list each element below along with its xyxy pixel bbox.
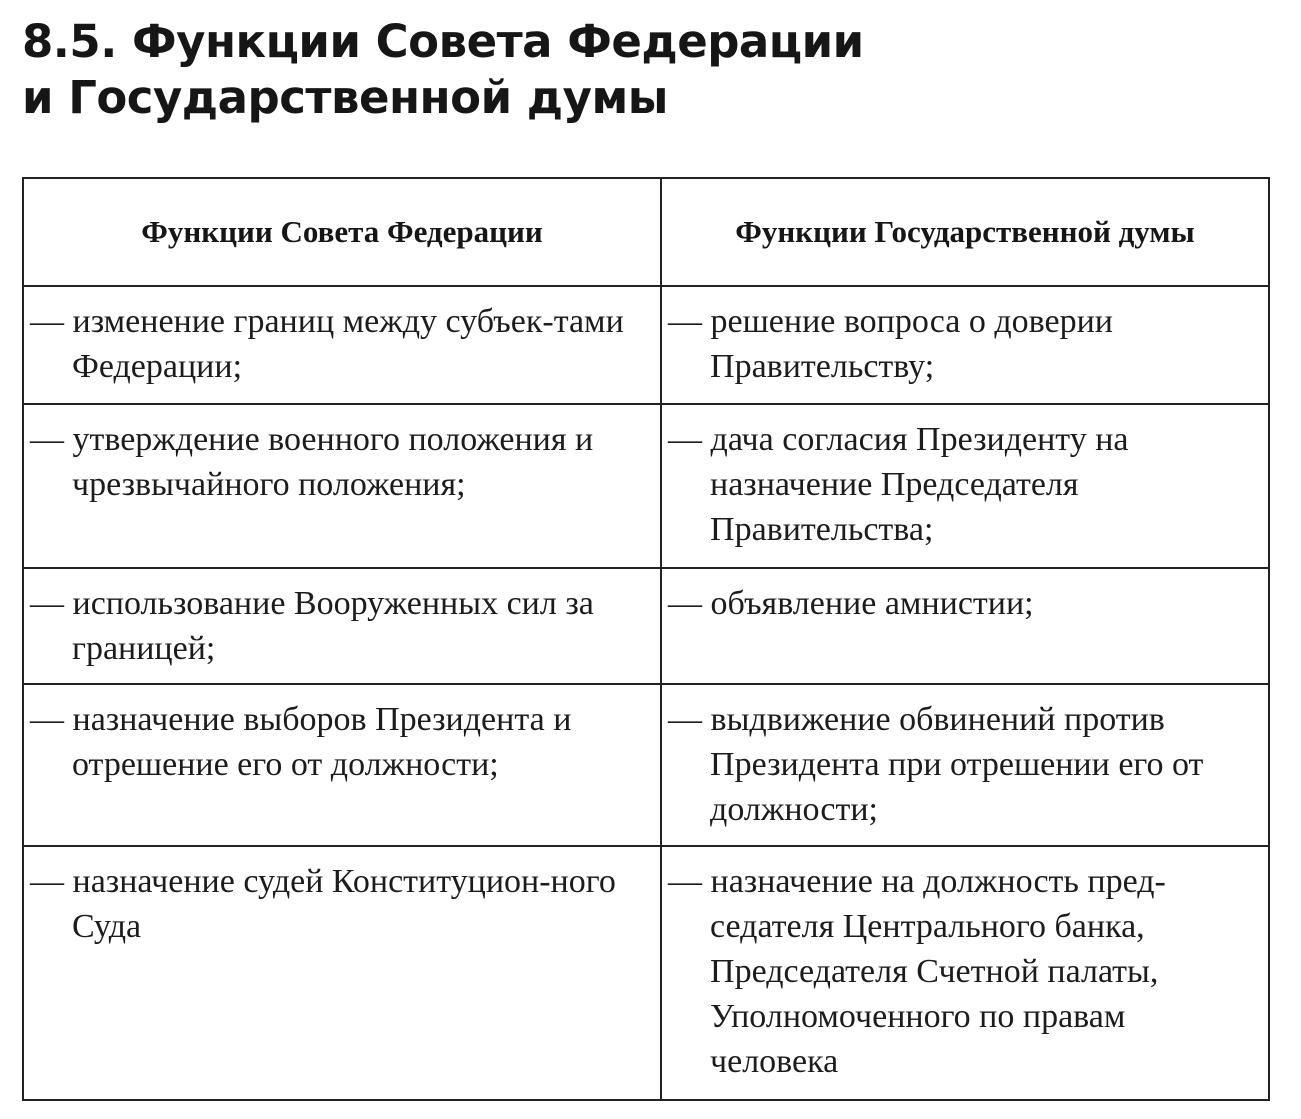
page-title-line-2: и Государственной думы: [22, 71, 668, 124]
federation-council-cell: [23, 568, 661, 684]
cell-text: — назначение выборов Президента и отрешение его от должности;: [30, 701, 572, 783]
cell-text: — назначение на должность пред-седателя Центрального банка, Председателя Счетной палаты, Уполномоченного по правам человека: [668, 863, 1166, 1080]
page-title-line-1: 8.5. Функции Совета Федерации: [22, 15, 864, 68]
federation-council-cell: [23, 846, 661, 1100]
federation-council-cell: [23, 404, 661, 568]
state-duma-cell: [661, 404, 1269, 568]
federation-council-cell: [23, 286, 661, 404]
functions-comparison-table: [22, 177, 1270, 1101]
header-state-duma: Функции Государственной думы: [661, 178, 1269, 286]
table-row: [23, 568, 1269, 684]
table-row: [23, 684, 1269, 846]
state-duma-cell: [661, 568, 1269, 684]
cell-text: — дача согласия Президенту на назначение Председателя Правительства;: [668, 421, 1129, 548]
cell-text: — назначение судей Конституцион-ного Суда: [30, 863, 616, 945]
table-header-row: [23, 178, 1269, 286]
header-federation-council: Функции Совета Федерации: [23, 178, 661, 286]
state-duma-cell: [661, 846, 1269, 1100]
table-row: [23, 286, 1269, 404]
state-duma-cell: [661, 684, 1269, 846]
table-row: [23, 404, 1269, 568]
cell-text: — утверждение военного положения и чрезвычайного положения;: [30, 421, 594, 503]
cell-text: — выдвижение обвинений против Президента при отрешении его от должности;: [668, 701, 1204, 828]
state-duma-cell: [661, 286, 1269, 404]
cell-text: — использование Вооруженных сил за границей;: [30, 585, 594, 667]
page-title: [22, 14, 864, 126]
cell-text: — изменение границ между субъек-тами Федерации;: [30, 303, 624, 385]
federation-council-cell: [23, 684, 661, 846]
table-row: [23, 846, 1269, 1100]
cell-text: — объявление амнистии;: [668, 585, 1034, 622]
cell-text: — решение вопроса о доверии Правительству;: [668, 303, 1113, 385]
